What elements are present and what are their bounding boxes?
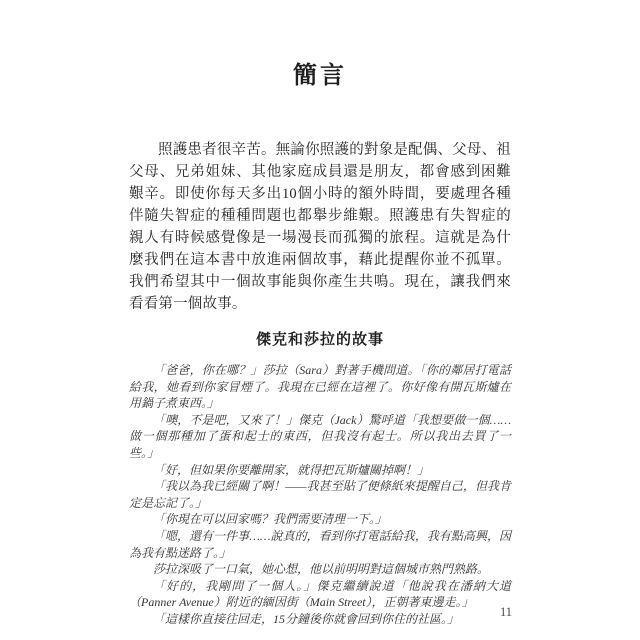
- story-paragraph-1: 「爸爸，你在哪？」莎拉（Sara）對著手機問道。「你的鄰居打電話給我，她看到你家冒煙了。我現在已經在這裡了。你好像有開瓦斯爐在用鍋子煮東西。」: [129, 363, 511, 411]
- story-paragraph-9: 「這樣你直接往回走，15分鐘後你就會回到你住的社區。」: [153, 611, 460, 626]
- story-paragraph-3: 「好，但如果你要離開家，就得把瓦斯爐關掉啊！」: [153, 462, 430, 477]
- intro-paragraph: 照護患者很辛苦。無論你照護的對象是配偶、父母、祖父母、兄弟姐妹、其他家庭成員還是朋友，都會感到困難艱辛。即使你每天多出10個小時的額外時間，要處理各種伴隨失智症的種種問題也都舉步維艱。照護患有失智症的親人有時候感覺像是一場漫長而孤獨的旅程。這就是為什麼我們在這本書中放進兩個故事，藉此提醒你並不孤單。我們希望其中一個故事能與你產生共鳴。現在，讓我們來看看第一個故事。: [129, 142, 511, 312]
- page-number: 11: [500, 605, 513, 619]
- story-paragraph-4: 「我以為我已經關了啊！——我甚至貼了便條紙來提醒自己，但我肯定是忘記了。」: [129, 479, 511, 510]
- text-column: [129, 139, 511, 628]
- story-paragraph-6: 「嗯，還有一件事……說真的，看到你打電話給我，我有點高興，因為我有點迷路了。」: [129, 528, 511, 560]
- page-title: 簡言: [293, 63, 347, 89]
- story-heading: 傑克和莎拉的故事: [255, 332, 384, 348]
- story-paragraph-2: 「噢，不是吧，又來了！」傑克（Jack）驚呼道「我想要做一個……做一個那種加了蛋和起士的東西，但我沒有起士。所以我出去買了一些。」: [129, 412, 511, 460]
- story-paragraph-7: 莎拉深吸了一口氣，她心想，他以前明明對這個城市熟門熟路。: [153, 562, 490, 577]
- story-paragraph-5: 「你現在可以回家嗎？我們需要清理一下。」: [153, 512, 388, 527]
- story-block: [129, 362, 511, 628]
- story-paragraph-8: 「好的，我剛問了一個人。」傑克繼續說道「他說我在潘納大道（Panner Avenue）附近的緬因街（Main Street），正朝著東邊走。」: [129, 578, 511, 610]
